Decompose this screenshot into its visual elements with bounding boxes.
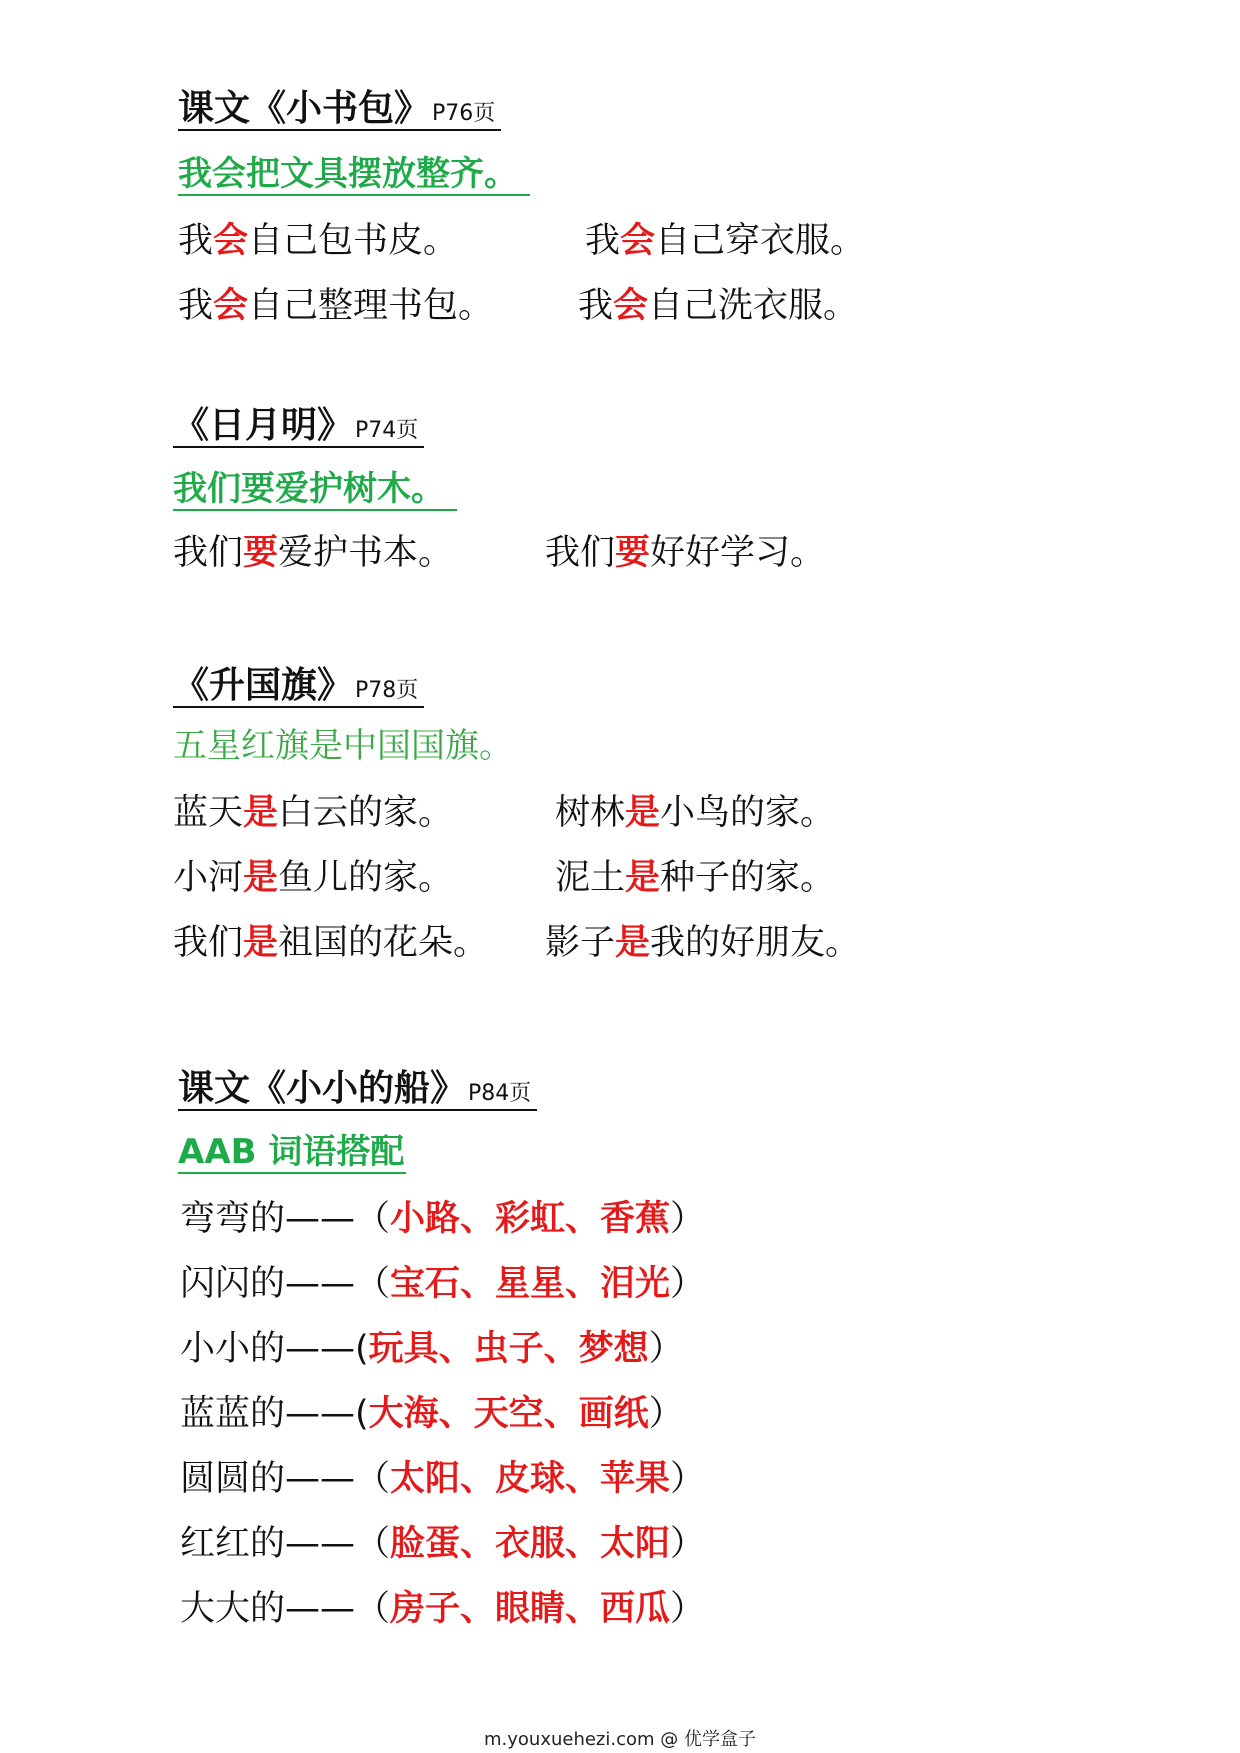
section-heading: [178, 1068, 537, 1111]
sub-heading: 我们要爱护树木。: [173, 470, 457, 511]
list-item: 闪闪的——（宝石、星星、泪光）: [180, 1264, 706, 1304]
keyword: 是: [243, 793, 279, 833]
sentence-line: 我们要好好学习。: [545, 533, 826, 573]
example-sentence: [178, 1133, 406, 1174]
section-title: 《升国旗》: [173, 665, 354, 706]
page-number: P84页: [468, 1081, 532, 1106]
sub-heading: 我会把文具摆放整齐。: [178, 155, 530, 196]
section-title: 《日月明》: [173, 405, 354, 446]
section-xiaoxiaodechuan: [178, 1068, 537, 1111]
word-group: 小路、彩虹、香蕉: [390, 1199, 671, 1239]
keyword: 会: [613, 286, 649, 326]
keyword: 会: [213, 221, 249, 261]
keyword: 是: [625, 858, 661, 898]
keyword: 会: [213, 286, 249, 326]
list-item: 小小的——(玩具、虫子、梦想）: [180, 1329, 684, 1369]
example-sentence: [173, 470, 457, 511]
word-group: 房子、眼睛、西瓜: [390, 1589, 671, 1629]
list-item: 圆圆的——（太阳、皮球、苹果）: [180, 1459, 706, 1499]
section-title: 课文《小书包》: [178, 88, 431, 129]
word-group: 玩具、虫子、梦想: [368, 1329, 649, 1369]
word-group: 脸蛋、衣服、太阳: [390, 1524, 671, 1564]
section-riyueming: [173, 405, 424, 448]
sentence-line: 我会自己整理书包。: [178, 286, 494, 326]
section-xiaoshubao: [178, 88, 501, 131]
keyword: 要: [615, 533, 651, 573]
word-group: 宝石、星星、泪光: [390, 1264, 671, 1304]
keyword: 是: [625, 793, 661, 833]
keyword: 要: [243, 533, 279, 573]
sentence-line: 我会自己穿衣服。: [585, 221, 866, 261]
sentence-line: 蓝天是白云的家。: [173, 793, 454, 833]
list-item: 红红的——（脸蛋、衣服、太阳）: [180, 1524, 706, 1564]
keyword: 是: [243, 923, 279, 963]
sentence-line: 我们要爱护书本。: [173, 533, 454, 573]
section-heading: [173, 665, 424, 708]
page-number: P78页: [355, 678, 419, 703]
sentence-line: 泥土是种子的家。: [555, 858, 836, 898]
list-item: 蓝蓝的——(大海、天空、画纸）: [180, 1394, 684, 1434]
sub-heading: AAB 词语搭配: [178, 1133, 406, 1174]
word-group: 大海、天空、画纸: [368, 1394, 649, 1434]
page-number: P74页: [355, 418, 419, 443]
example-sentence: [178, 155, 530, 196]
page-number: P76页: [432, 101, 496, 126]
keyword: 会: [620, 221, 656, 261]
sentence-line: 我会自己洗衣服。: [578, 286, 859, 326]
sentence-line: 我们是祖国的花朵。: [173, 923, 489, 963]
sub-heading: 五星红旗是中国国旗。: [173, 726, 513, 766]
footer-watermark: m.youxuehezi.com @ 优学盒子: [483, 1729, 756, 1750]
section-shengguoqi: [173, 665, 424, 708]
sentence-line: 影子是我的好朋友。: [545, 923, 861, 963]
keyword: 是: [615, 923, 651, 963]
list-item: 大大的——（房子、眼睛、西瓜）: [180, 1589, 706, 1629]
list-item: 弯弯的——（小路、彩虹、香蕉）: [180, 1199, 706, 1239]
sentence-line: 树林是小鸟的家。: [555, 793, 836, 833]
section-heading: [178, 88, 501, 131]
sentence-line: 小河是鱼儿的家。: [173, 858, 454, 898]
keyword: 是: [243, 858, 279, 898]
sentence-line: 我会自己包书皮。: [178, 221, 459, 261]
word-group: 太阳、皮球、苹果: [390, 1459, 671, 1499]
section-heading: [173, 405, 424, 448]
example-sentence: [173, 727, 525, 766]
section-title: 课文《小小的船》: [178, 1068, 467, 1109]
